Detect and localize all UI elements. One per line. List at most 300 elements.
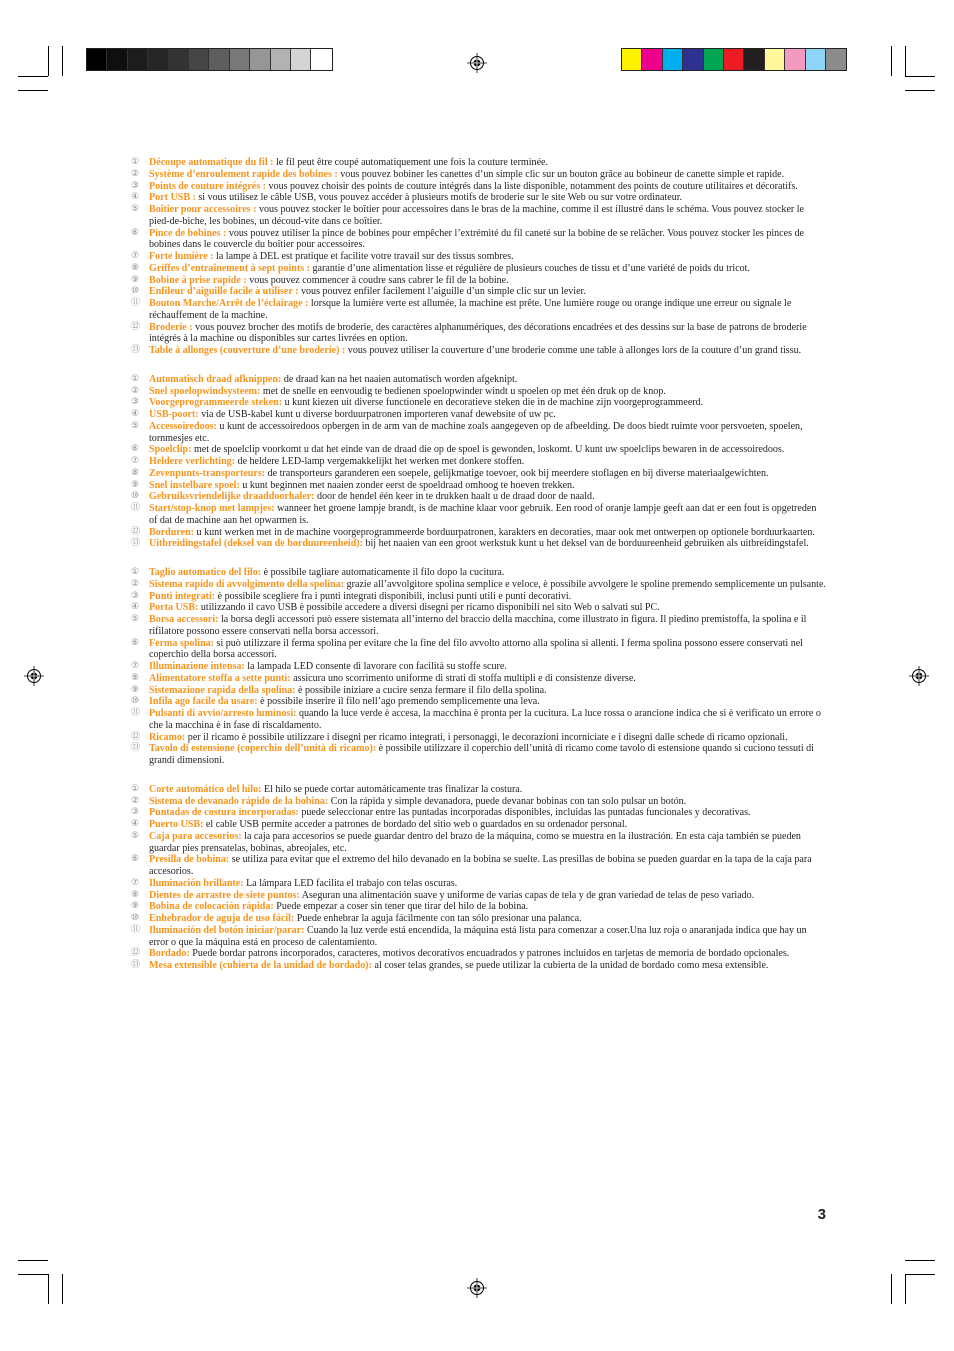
item-text	[149, 948, 826, 960]
color-swatch	[744, 49, 764, 70]
list-item	[131, 696, 826, 708]
feature-description: al coser telas grandes, se puede utilizar la cubierta de la unidad de bordado como mesa extensible.	[372, 960, 769, 971]
feature-term: USB-poort:	[149, 409, 199, 420]
list-item	[131, 708, 826, 732]
item-number: ①	[131, 157, 140, 167]
list-item	[131, 345, 826, 357]
feature-description: u kunt kiezen uit diverse functionele en decoratieve steken die in de machine zijn voorgeprogrammeerd.	[282, 397, 704, 409]
feature-description: grazie all’avvolgitore spolina semplice e veloce, è possibile avvolgere le spoline premendo semplicemente un pulsante.	[344, 578, 826, 590]
feature-term: Gebruiksvriendelijke draaddoorhaler:	[149, 491, 315, 503]
item-text	[149, 685, 826, 697]
item-number: ⑧	[131, 262, 140, 273]
list-item	[131, 796, 826, 808]
feature-term: Heldere verlichting:	[149, 456, 236, 467]
feature-description: per il ricamo è possibile utilizzare i disegni per ricamo integrati, i personaggi, le decorazioni incorniciate e i disegni dalle schede di ricamo opzionali.	[185, 731, 788, 743]
list-item	[131, 673, 826, 685]
crop-mark	[891, 46, 892, 76]
crop-mark	[18, 76, 48, 77]
feature-term: Dientes de arrastre de siete puntos:	[149, 889, 300, 901]
item-text	[149, 491, 826, 503]
item-text	[149, 421, 826, 445]
feature-description: è possibile tagliare automaticamente il filo dopo la cucitura.	[261, 567, 505, 578]
feature-term: Zevenpunts-transporteurs:	[149, 467, 266, 479]
feature-term: Uitbreidingstafel (deksel van de borduureenheid):	[149, 538, 363, 550]
color-swatch	[704, 49, 724, 70]
feature-description: le fil peut être coupé automatiquement une fois la couture terminée.	[273, 157, 548, 168]
item-text	[149, 228, 826, 252]
color-swatch	[311, 49, 331, 70]
crop-mark	[905, 1274, 906, 1304]
page-number: 3	[817, 1206, 826, 1223]
item-number: ⑫	[131, 948, 141, 959]
feature-description: el cable USB permite acceder a patrones de bordado del sitio web o guardados en su ordenador personal.	[203, 819, 628, 830]
color-swatch	[107, 49, 127, 70]
feature-term: Griffes d’entraînement à sept points :	[149, 262, 311, 274]
list-item	[131, 444, 826, 456]
color-swatch	[271, 49, 291, 70]
feature-term: Pince de bobines :	[149, 227, 227, 239]
item-text	[149, 796, 826, 808]
feature-section-nl	[131, 374, 826, 550]
list-item	[131, 807, 826, 819]
feature-description: lorsque la lumière verte est allumée, la machine est prête. Une lumière rouge ou orange indique une erreur ou signale le réchauffement de la machine.	[149, 298, 792, 321]
item-text	[149, 263, 826, 275]
list-item	[131, 157, 826, 169]
grayscale-calibration-bar	[86, 48, 333, 71]
list-item	[131, 491, 826, 503]
item-text	[149, 286, 826, 298]
item-text	[149, 444, 826, 456]
item-number: ③	[131, 397, 140, 408]
item-text	[149, 784, 826, 796]
item-text	[149, 831, 826, 855]
item-text	[149, 157, 826, 169]
item-text	[149, 275, 826, 287]
item-number: ⑥	[131, 637, 140, 648]
list-item	[131, 579, 826, 591]
crop-mark	[891, 1274, 892, 1304]
feature-term: Iluminación del botón iniciar/parar:	[149, 924, 305, 936]
feature-term: Pulsanti di avvio/arresto luminosi:	[149, 708, 297, 719]
feature-description: la lampe à DEL est pratique et facilite votre travail sur des tissus sombres.	[213, 251, 514, 262]
feature-term: Start/stop-knop met lampjes:	[149, 503, 275, 514]
feature-term: Porta USB:	[149, 602, 199, 614]
item-text	[149, 322, 826, 346]
feature-description: vous pouvez utiliser la pince de bobines pour empêcher l’extrémité du fil caneté sur la bobine de se relâcher. Vous pouvez stocker les pinces de bobines dans le couvercle du boîtier pour accessoires.	[149, 227, 805, 251]
item-number: ⑨	[131, 901, 140, 912]
item-number: ⑪	[131, 298, 141, 308]
item-text	[149, 480, 826, 492]
list-item	[131, 567, 826, 579]
list-item	[131, 181, 826, 193]
feature-description: Puede bordar patrons incorporados, caracteres, motivos decorativos encuadrados y patrones incluidos en tarjetas de memoria de bordado opcionales.	[189, 948, 790, 960]
crop-mark	[48, 46, 49, 76]
feature-description: è possibile scegliere fra i punti integrati disponibili, inclusi punti utili e punti decorativi.	[215, 590, 572, 602]
item-text	[149, 397, 826, 409]
item-number: ⑩	[131, 696, 140, 707]
feature-term: Système d’enroulement rapide des bobines :	[149, 168, 338, 180]
item-text	[149, 819, 826, 831]
item-text	[149, 614, 826, 638]
feature-term: Boîtier pour accessoires :	[149, 204, 257, 215]
item-number: ②	[131, 578, 140, 589]
feature-description: Aseguran una alimentación suave y uniforme de varias capas de tela y de gran variedad de telas de peso variado.	[299, 889, 755, 901]
feature-term: Table à allonges (couverture d’une broderie) :	[149, 345, 346, 356]
item-number: ①	[131, 567, 140, 577]
list-item	[131, 878, 826, 890]
feature-description: door de hendel één keer in te drukken haalt u de draad door de naald.	[314, 491, 595, 503]
list-item	[131, 192, 826, 204]
feature-term: Puerto USB:	[149, 819, 204, 830]
item-text	[149, 204, 826, 228]
item-number: ⑩	[131, 286, 140, 297]
list-item	[131, 831, 826, 855]
feature-description: quando la luce verde è accesa, la macchina è pronta per la cucitura. La luce rossa o arancione indica che si è verificato un errore o che la macchina è in fase di riscaldamento.	[149, 708, 821, 731]
list-item	[131, 468, 826, 480]
list-item	[131, 638, 826, 662]
feature-section-fr	[131, 157, 826, 357]
item-number: ⑤	[131, 614, 140, 624]
feature-description: Puede enhebrar la aguja fácilmente con tan sólo presionar una palanca.	[294, 913, 582, 924]
feature-description: u kunt de accessoiredoos opbergen in de arm van de machine zoals aangegeven op de afbeelding. De doos biedt ruimte voor persvoeten, spoelen, tornmesjes etc.	[149, 420, 803, 444]
feature-term: Infila ago facile da usare:	[149, 696, 258, 708]
feature-term: Iluminación brillante:	[149, 877, 244, 889]
item-text	[149, 169, 826, 181]
item-number: ⑩	[131, 913, 140, 923]
item-text	[149, 901, 826, 913]
color-swatch	[642, 49, 662, 70]
crop-mark	[62, 1274, 63, 1304]
item-number: ⑦	[131, 877, 140, 888]
list-item	[131, 456, 826, 468]
list-item	[131, 743, 826, 767]
feature-term: Borsa accessori:	[149, 614, 219, 625]
feature-term: Forte lumière :	[149, 251, 214, 262]
item-text	[149, 673, 826, 685]
list-item	[131, 960, 826, 972]
feature-description: La lámpara LED facilita el trabajo con telas oscuras.	[243, 877, 458, 889]
feature-term: Enhebrador de aguja de uso fácil:	[149, 913, 295, 924]
feature-term: Alimentatore stoffa a sette punti:	[149, 672, 291, 684]
feature-description: u kunt werken met in de machine voorgeprogrammeerde borduurpatronen, karakters en decoraties, maar ook met ontwerpen op optionele borduurkaarten.	[194, 526, 815, 538]
feature-description: Puede empezar a coser sin tener que tirar del hilo de la bobina.	[273, 901, 529, 913]
item-number: ⑪	[131, 924, 141, 935]
feature-term: Corte automático del hilo:	[149, 783, 262, 795]
list-item	[131, 732, 826, 744]
color-swatch	[250, 49, 270, 70]
feature-description: utilizzando il cavo USB è possibile accedere a diversi disegni per ricamo disponibili nel sito Web o salvati sul PC.	[198, 602, 660, 614]
item-number: ②	[131, 795, 140, 806]
registration-mark-icon	[24, 666, 44, 686]
item-text	[149, 696, 826, 708]
item-number: ⑤	[131, 204, 140, 214]
item-number: ⑤	[131, 420, 140, 431]
feature-term: Punti integrati:	[149, 590, 216, 602]
feature-description: de draad kan na het naaien automatisch worden afgeknipt.	[281, 373, 518, 385]
color-swatch	[765, 49, 785, 70]
crop-mark	[18, 90, 48, 91]
feature-term: Automatisch draad afknippen:	[149, 373, 282, 385]
item-text	[149, 374, 826, 386]
list-item	[131, 409, 826, 421]
feature-term: Port USB :	[149, 192, 196, 204]
list-item	[131, 374, 826, 386]
item-text	[149, 567, 826, 579]
feature-term: Bouton Marche/Arrêt de l’éclairage :	[149, 298, 309, 309]
color-calibration-bar	[621, 48, 847, 71]
feature-term: Caja para accesorios:	[149, 830, 242, 842]
list-item	[131, 298, 826, 322]
item-number: ⑦	[131, 661, 140, 671]
item-number: ⑧	[131, 467, 140, 478]
feature-term: Mesa extensible (cubierta de la unidad de bordado):	[149, 960, 372, 971]
item-number: ④	[131, 819, 140, 829]
item-number: ④	[131, 192, 140, 203]
item-number: ⑨	[131, 274, 140, 285]
item-text	[149, 960, 826, 972]
item-number: ⑬	[131, 960, 141, 970]
item-number: ③	[131, 590, 140, 601]
list-item	[131, 854, 826, 878]
item-text	[149, 579, 826, 591]
item-text	[149, 468, 826, 480]
list-item	[131, 614, 826, 638]
list-item	[131, 421, 826, 445]
feature-description: via de USB-kabel kunt u diverse borduurpatronen importeren vanaf dewebsite of uw pc.	[198, 409, 556, 420]
feature-description: è possibile iniziare a cucire senza fermare il filo della spolina.	[295, 684, 547, 696]
item-text	[149, 591, 826, 603]
feature-description: vous pouvez utiliser la couverture d’une broderie comme une table à allonges lors de la couture d’un grand tissu.	[345, 345, 802, 356]
feature-term: Bobine à prise rapide :	[149, 274, 247, 286]
item-number: ⑥	[131, 854, 140, 865]
feature-description: vous pouvez bobiner les canettes d’un simple clic sur un bouton grâce au bobineur de canette simple et rapide.	[337, 168, 785, 180]
feature-term: Découpe automatique du fil :	[149, 157, 274, 168]
feature-term: Snel instelbare spoel:	[149, 479, 240, 491]
item-text	[149, 708, 826, 732]
item-text	[149, 854, 826, 878]
list-item	[131, 263, 826, 275]
item-text	[149, 192, 826, 204]
item-number: ⑫	[131, 526, 141, 537]
item-number: ⑥	[131, 227, 140, 238]
item-number: ③	[131, 180, 140, 191]
color-swatch	[683, 49, 703, 70]
list-item	[131, 286, 826, 298]
item-number: ⑬	[131, 538, 141, 549]
list-item	[131, 602, 826, 614]
item-number: ⑬	[131, 345, 141, 355]
list-item	[131, 890, 826, 902]
item-number: ⑧	[131, 672, 140, 683]
item-number: ⑥	[131, 444, 140, 455]
feature-section-it	[131, 567, 826, 767]
feature-list-content	[131, 157, 826, 989]
feature-description: garantie d’une alimentation lisse et régulière de plusieurs couches de tissu et d’une variété de poids du tricot.	[310, 262, 750, 274]
crop-mark	[905, 76, 935, 77]
item-number: ⑧	[131, 889, 140, 900]
feature-term: Voorgeprogrammeerde steken:	[149, 397, 283, 409]
feature-description: è possibile inserire il filo nell’ago premendo semplicemente una leva.	[257, 696, 540, 708]
feature-term: Sistemazione rapida della spolina:	[149, 684, 296, 696]
item-number: ⑨	[131, 684, 140, 695]
color-swatch	[826, 49, 846, 70]
item-text	[149, 527, 826, 539]
color-swatch	[622, 49, 642, 70]
list-item	[131, 661, 826, 673]
item-text	[149, 638, 826, 662]
item-text	[149, 878, 826, 890]
feature-term: Enfileur d’aiguille facile à utiliser :	[149, 286, 299, 298]
list-item	[131, 228, 826, 252]
list-item	[131, 204, 826, 228]
item-number: ①	[131, 783, 140, 794]
list-item	[131, 948, 826, 960]
feature-term: Sistema rapido di avvolgimento della spolina:	[149, 578, 345, 590]
feature-term: Presilla de bobina:	[149, 854, 230, 866]
feature-description: u kunt beginnen met naaien zonder eerst de spoeldraad omhoog te hoeven trekken.	[239, 479, 575, 491]
list-item	[131, 819, 826, 831]
crop-mark	[48, 1274, 49, 1304]
feature-description: è possibile utilizzare il coperchio dell’unità di ricamo come tavolo di estensione quando si cuciono tessuti di grandi dimensioni.	[149, 743, 814, 766]
feature-term: Bordado:	[149, 948, 190, 960]
list-item	[131, 901, 826, 913]
item-number: ⑪	[131, 708, 141, 718]
list-item	[131, 275, 826, 287]
color-swatch	[230, 49, 250, 70]
feature-description: puede seleccionar entre las puntadas incorporadas disponibles, incluidas las puntadas funcionales y decorativas.	[298, 807, 751, 819]
item-text	[149, 925, 826, 949]
list-item	[131, 685, 826, 697]
color-swatch	[209, 49, 229, 70]
list-item	[131, 784, 826, 796]
item-number: ⑦	[131, 456, 140, 466]
item-text	[149, 251, 826, 263]
item-text	[149, 503, 826, 527]
feature-term: Illuminazione intensa:	[149, 661, 245, 672]
item-number: ④	[131, 602, 140, 613]
feature-section-es	[131, 784, 826, 972]
item-number: ⑪	[131, 503, 141, 513]
registration-mark-icon	[467, 1278, 487, 1298]
item-number: ①	[131, 373, 140, 384]
item-number: ④	[131, 409, 140, 419]
crop-mark	[62, 46, 63, 76]
item-text	[149, 181, 826, 193]
feature-term: Spoelclip:	[149, 444, 192, 456]
item-number: ⑬	[131, 743, 141, 754]
feature-term: Accessoiredoos:	[149, 420, 217, 432]
color-swatch	[785, 49, 805, 70]
crop-mark	[905, 1274, 935, 1275]
crop-mark	[905, 46, 906, 76]
item-text	[149, 602, 826, 614]
feature-description: de heldere LED-lamp vergemakkelijkt het werken met donkere stoffen.	[235, 456, 525, 467]
feature-term: Bobina de colocación rápida:	[149, 901, 274, 913]
feature-description: vous pouvez brocher des motifs de broderie, des caractères alphanumériques, des décorations encadrées et des dessins sur la base de patrons de broderie intégrés à la machine ou disponibles sur cartes livrées en option.	[149, 321, 807, 345]
feature-description: Cuando la luz verde está encendida, la máquina está lista para comenzar a coser.Una luz roja o anaranjada indica que hay un error o que la máquina está en proceso de calentamiento.	[149, 924, 807, 948]
feature-description: wanneer het groene lampje brandt, is de machine klaar voor gebruik. Een rood of oranje lampje geeft aan dat er een fout is opgetreden of dat de machine aan het opwarmen is.	[149, 503, 817, 526]
item-text	[149, 456, 826, 468]
registration-mark-icon	[467, 53, 487, 73]
color-swatch	[806, 49, 826, 70]
color-swatch	[128, 49, 148, 70]
feature-term: Tavolo di estensione (coperchio dell’unità di ricamo):	[149, 743, 377, 755]
feature-description: si può utilizzare il ferma spolina per evitare che la fine del filo avvolto attorno alla spolina si allenti. I ferma spolina possono essere conservati nel coperchio della borsa accessori.	[149, 637, 803, 661]
item-text	[149, 807, 826, 819]
feature-description: Con la rápida y simple devanadora, puede devanar bobinas con tan solo pulsar un botón.	[328, 795, 687, 807]
item-number: ②	[131, 385, 140, 396]
item-text	[149, 298, 826, 322]
feature-term: Points de couture intégrés :	[149, 180, 267, 192]
crop-mark	[905, 90, 935, 91]
color-swatch	[663, 49, 683, 70]
list-item	[131, 251, 826, 263]
feature-description: la borsa degli accessori può essere sistemata all’interno del braccio della macchina, come illustrato in figura. Il piedino premistoffa, la spolina e il rifilatore possono essere conservati nella borsa accessori.	[149, 614, 807, 637]
item-text	[149, 409, 826, 421]
color-swatch	[169, 49, 189, 70]
crop-mark	[18, 1274, 48, 1275]
item-text	[149, 732, 826, 744]
feature-description: vous pouvez enfiler facilement l’aiguille d’un simple clic sur un levier.	[298, 286, 586, 298]
feature-description: vous pouvez commencer à coudre sans cabrer le fil de la bobine.	[246, 274, 509, 286]
item-text	[149, 661, 826, 673]
item-number: ⑦	[131, 251, 140, 261]
list-item	[131, 322, 826, 346]
feature-description: la caja para accesorios se puede guardar dentro del brazo de la máquina, como se muestra en la ilustración. En esta caja también se pueden guardar pies prensatelas, bobinas, abreojales, etc.	[149, 830, 801, 854]
feature-term: Broderie :	[149, 321, 193, 333]
color-swatch	[291, 49, 311, 70]
feature-description: si vous utilisez le câble USB, vous pouvez accéder à plusieurs motifs de broderie sur le site Web ou sur votre ordinateur.	[195, 192, 683, 204]
item-text	[149, 743, 826, 767]
color-swatch	[148, 49, 168, 70]
feature-description: vous pouvez stocker le boîtier pour accessoires dans le bras de la machine, comme il est illustré dans le schéma. Vous pouvez stocker le pied-de-biche, les bobines, un découd-vite dans ce boîtier.	[149, 204, 805, 227]
list-item	[131, 169, 826, 181]
feature-term: Taglio automatico del filo:	[149, 567, 262, 578]
list-item	[131, 480, 826, 492]
feature-description: se utiliza para evitar que el extremo del hilo devanado en la bobina se suelte. Las presillas de bobina se pueden guardar en la tapa de la caja para accesorios.	[149, 854, 812, 877]
feature-term: Sistema de devanado rápido de la bobina:	[149, 795, 329, 807]
feature-term: Snel spoelopwindsysteem:	[149, 385, 261, 397]
color-swatch	[724, 49, 744, 70]
item-number: ⑫	[131, 321, 141, 332]
feature-term: Borduren:	[149, 526, 195, 538]
feature-term: Ricamo:	[149, 731, 186, 743]
list-item	[131, 386, 826, 398]
feature-description: met de spoelclip voorkomt u dat het einde van de draad die op de spoel is gewonden, loskomt. U kunt uw spoelclips bewaren in de accessoiredoos.	[191, 444, 785, 456]
list-item	[131, 913, 826, 925]
item-number: ⑫	[131, 731, 141, 742]
list-item	[131, 591, 826, 603]
list-item	[131, 503, 826, 527]
list-item	[131, 925, 826, 949]
item-text	[149, 890, 826, 902]
item-text	[149, 538, 826, 550]
feature-description: de transporteurs garanderen een soepele, gelijkmatige toevoer, ook bij meerdere stoflagen en bij diverse materiaalgewichten.	[265, 467, 769, 479]
color-swatch	[87, 49, 107, 70]
item-number: ③	[131, 807, 140, 818]
item-number: ⑤	[131, 830, 140, 841]
feature-description: assicura uno scorrimento uniforme di strati di stoffa multipli e di consistenze diverse.	[290, 672, 636, 684]
item-number: ⑩	[131, 491, 140, 502]
crop-mark	[18, 1260, 48, 1261]
item-text	[149, 345, 826, 357]
color-swatch	[189, 49, 209, 70]
feature-description: vous pouvez choisir des points de couture intégrés dans la liste disponible, notamment des points de couture utilitaires et décoratifs.	[266, 180, 798, 192]
feature-term: Ferma spolina:	[149, 637, 215, 649]
item-number: ⑨	[131, 479, 140, 490]
list-item	[131, 397, 826, 409]
item-text	[149, 386, 826, 398]
